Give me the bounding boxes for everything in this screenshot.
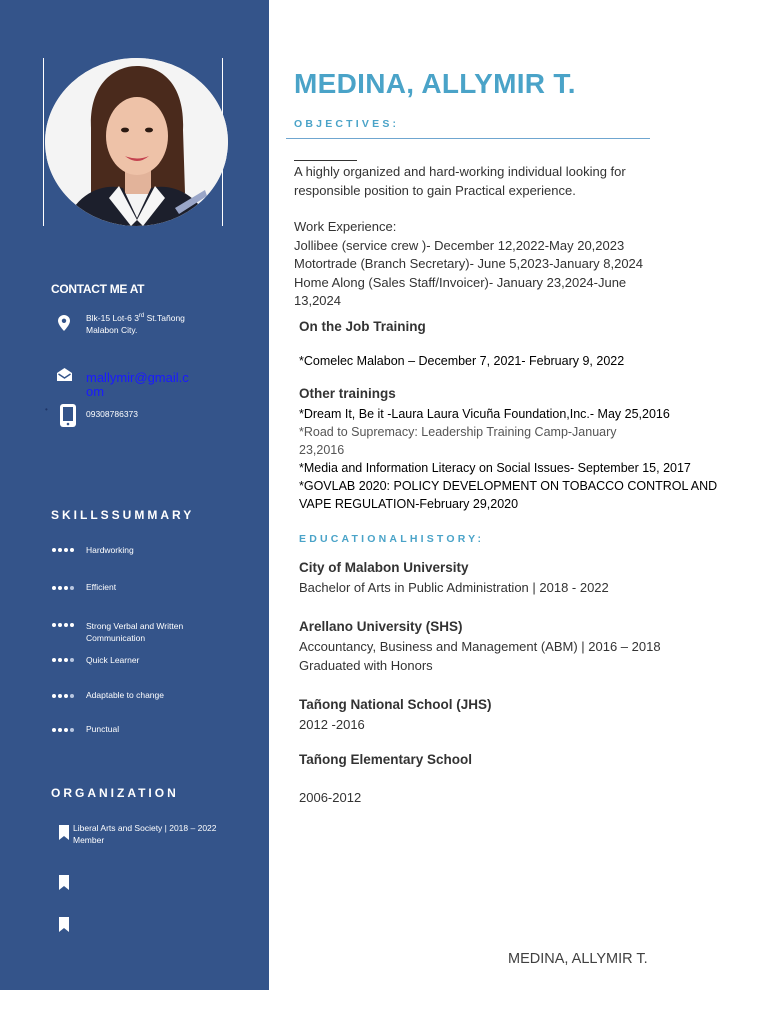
school-name: Tañong National School (JHS) [299, 697, 492, 712]
skill-level-dots [52, 623, 82, 629]
page-title: MEDINA, ALLYMIR T. [294, 68, 576, 99]
skill-item: Punctual [86, 724, 120, 734]
school-detail: Bachelor of Arts in Public Administration | 2018 - 2022 [299, 580, 609, 595]
phone-bullet: • [45, 405, 48, 414]
divider [294, 160, 357, 161]
skill-item: Strong Verbal and Written Communication [86, 621, 184, 643]
organization-item: Liberal Arts and Society | 2018 – 2022 Member [73, 823, 217, 845]
school-detail: 2006-2012 [299, 790, 362, 805]
phone-number: 09308786373 [86, 409, 139, 419]
other-trainings-list: *Dream It, Be it -Laura Laura Vicuña Foundation,Inc.- May 25,2016 *Road to Supremacy: Leadership Training Camp-January 23,2016 *Media and Information Literacy on Social Issues- September 15, 2017 *GOVLAB 2020: POLICY DEVELOPMENT ON TOBACCO CONTROL AND VAPE REGULATION-February 29,2020 [299, 407, 718, 511]
organization-heading: ORGANIZATION [51, 786, 179, 800]
profile-photo [45, 58, 228, 226]
address: Blk-15 Lot-6 3rd St.Tañong Malabon City. [86, 312, 185, 335]
school-name: Arellano University (SHS) [299, 619, 463, 634]
school-name: Tañong Elementary School [299, 752, 473, 767]
other-trainings-heading: Other trainings [299, 386, 396, 401]
objective-text: A highly organized and hard-working individual looking for responsible position to gain Practical experience. [294, 164, 626, 198]
bookmark-icon [59, 825, 69, 840]
skill-level-dots [52, 658, 82, 664]
bookmark-icon [59, 917, 69, 932]
skill-item: Hardworking [86, 545, 134, 555]
skill-item: Quick Learner [86, 655, 140, 665]
skill-level-dots [52, 728, 82, 734]
ojt-item: *Comelec Malabon – December 7, 2021- February 9, 2022 [299, 354, 625, 368]
envelope-icon [57, 368, 72, 381]
skill-level-dots [52, 694, 82, 700]
school-detail: 2012 -2016 [299, 717, 365, 732]
skills-heading: SKILLSSUMMARY [51, 508, 195, 522]
education-caption: EDUCATIONALHISTORY: [299, 533, 485, 545]
location-pin-icon [58, 315, 70, 331]
bookmark-icon [59, 875, 69, 890]
skill-level-dots [52, 548, 82, 554]
school-detail: Accountancy, Business and Management (ABM) | 2016 – 2018 Graduated with Honors [299, 639, 661, 673]
person-photo-icon [45, 58, 228, 226]
objectives-caption: OBJECTIVES: [294, 118, 400, 130]
skill-item: Efficient [86, 582, 117, 592]
footer-name: MEDINA, ALLYMIR T. [508, 951, 648, 967]
divider [286, 138, 650, 139]
skill-level-dots [52, 586, 82, 592]
contact-heading: CONTACT ME AT [51, 282, 145, 296]
skill-item: Adaptable to change [86, 690, 164, 700]
school-name: City of Malabon University [299, 560, 469, 575]
ojt-heading: On the Job Training [299, 319, 426, 334]
mobile-phone-icon [60, 404, 76, 427]
work-experience: Work Experience: Jollibee (service crew )- December 12,2022-May 20,2023 Motortrade (Branch Secretary)- June 5,2023-January 8,2024 Home Along (Sales Staff/Invoicer)- January 23,2024-June 13,2024 [294, 219, 644, 308]
email-link[interactable]: mallymir@gmail.c om [86, 370, 189, 399]
